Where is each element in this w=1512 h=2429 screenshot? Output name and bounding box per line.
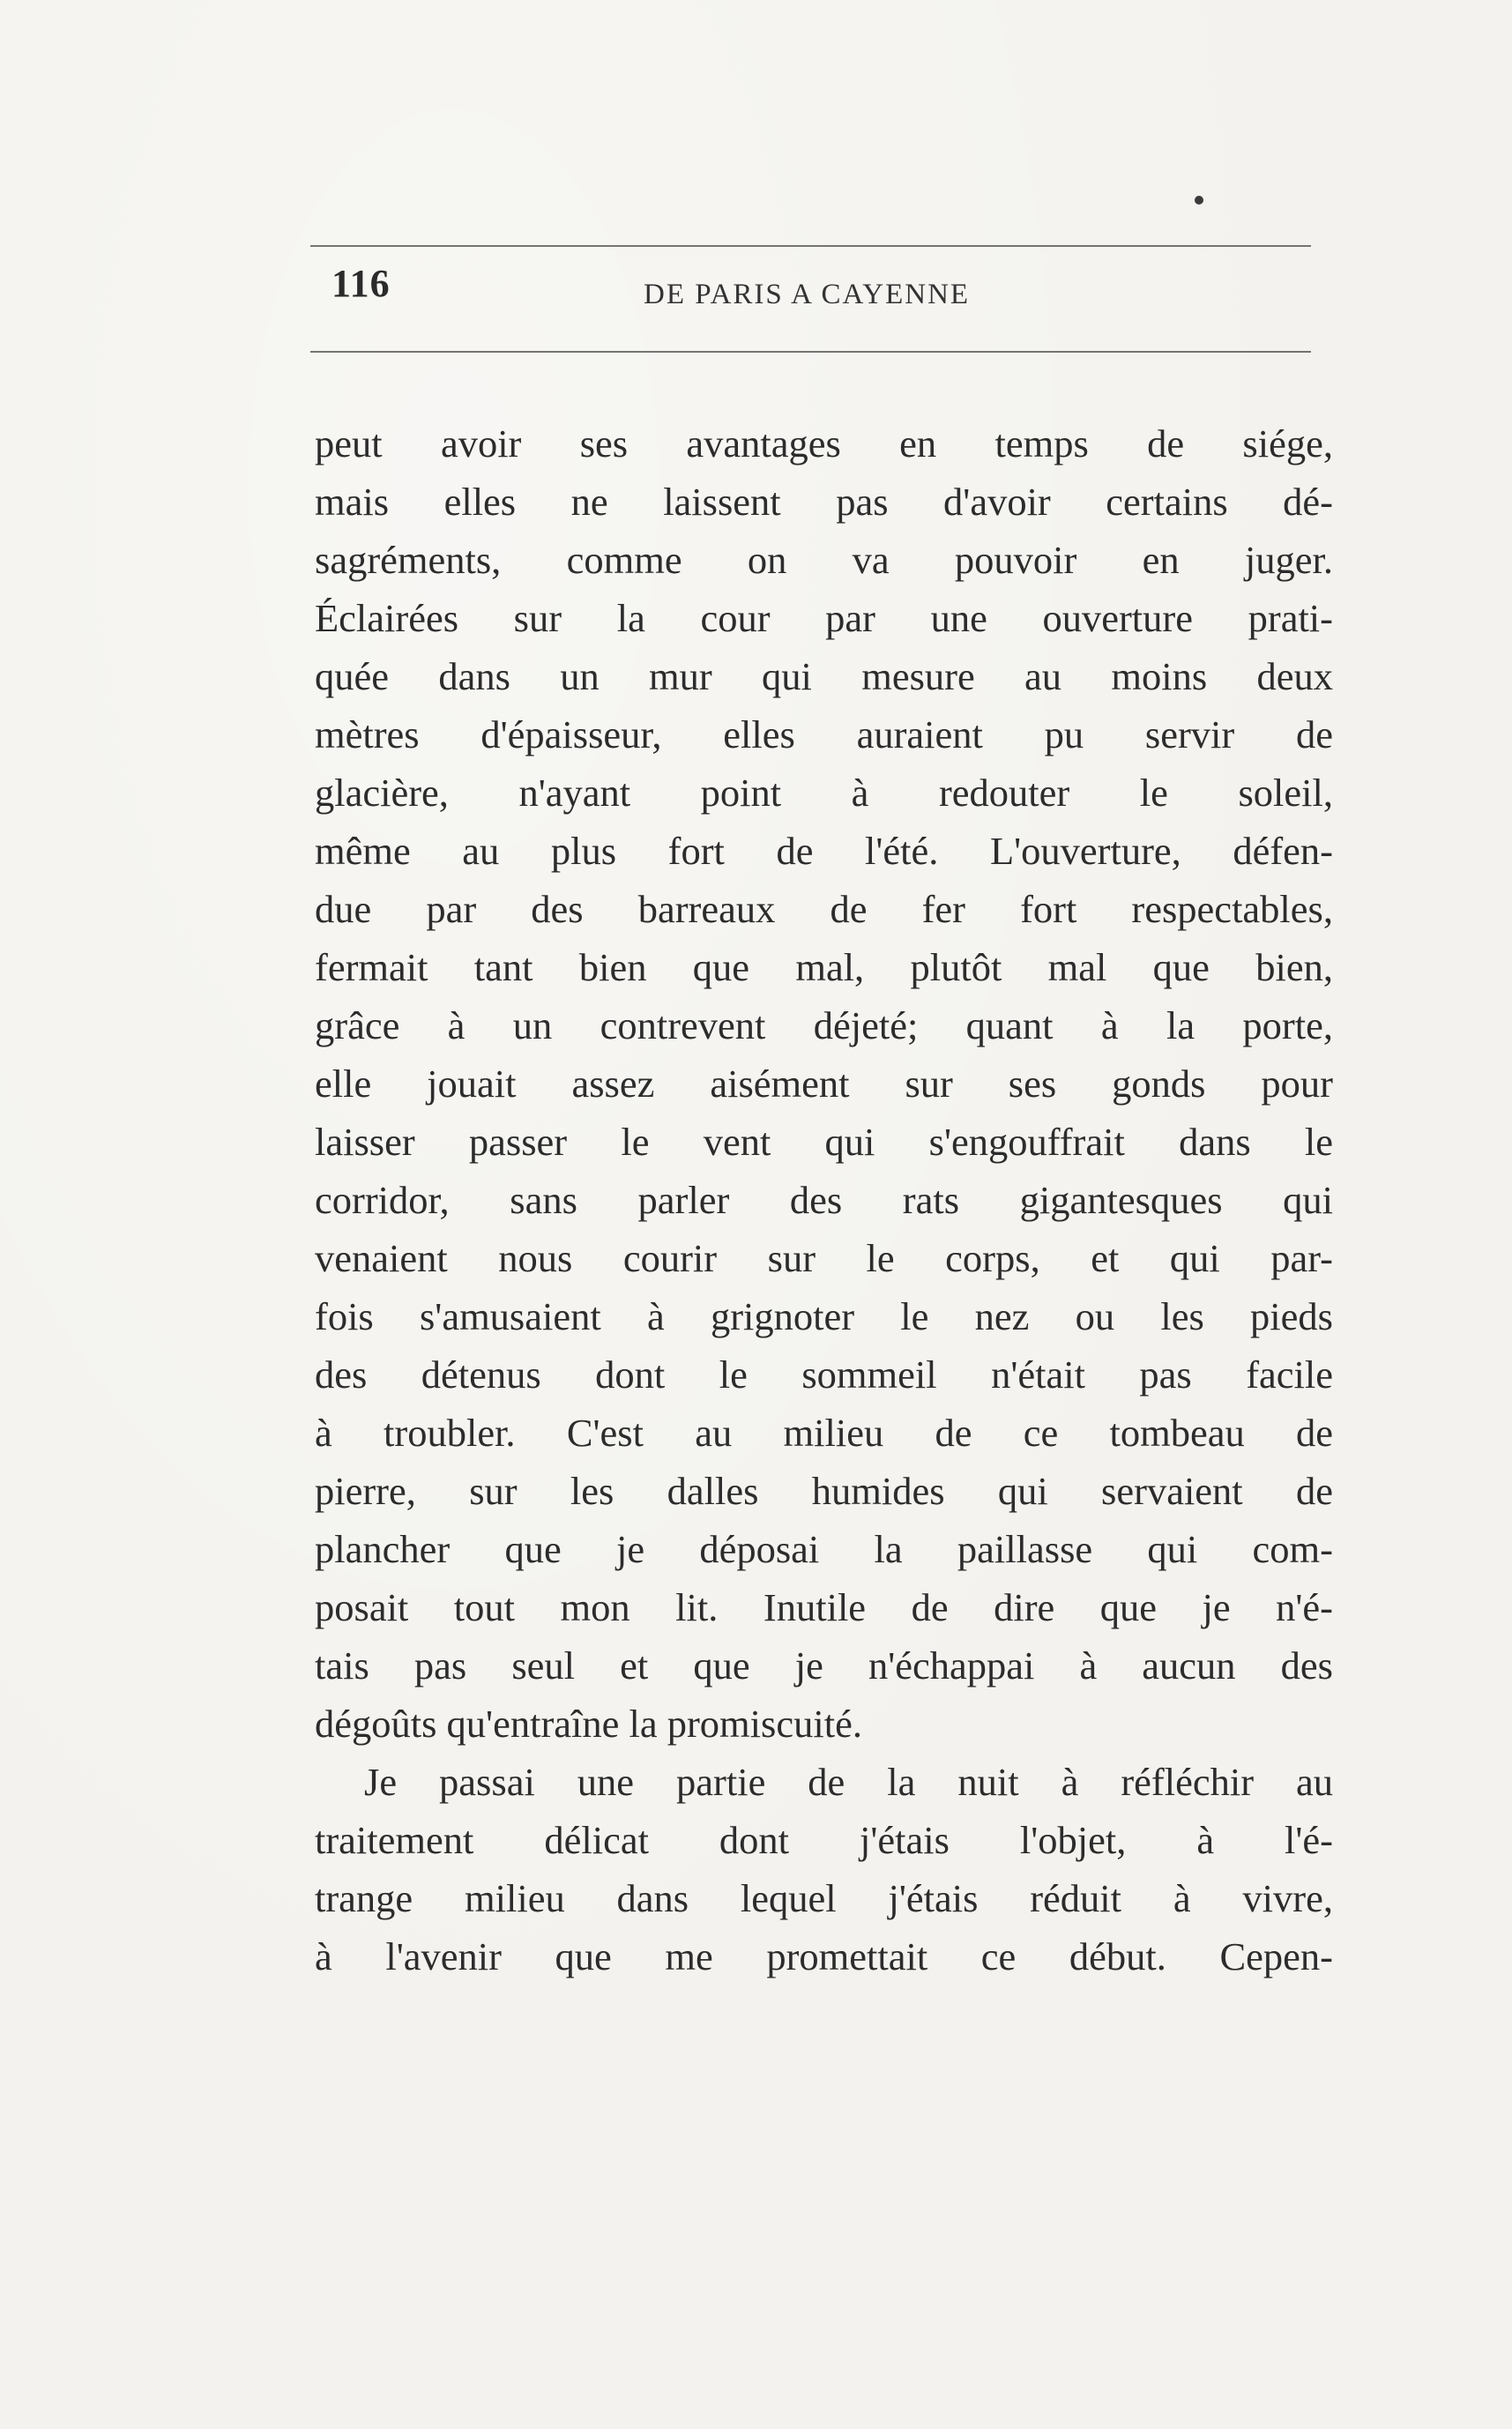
header-rule-bottom [310,351,1311,353]
text-line: des détenus dont le sommeil n'était pas facile [315,1352,1333,1397]
text-line: sagréments, comme on va pouvoir en juger. [315,538,1333,582]
text-line: fermait tant bien que mal, plutôt mal que bien, [315,945,1333,989]
text-line: grâce à un contrevent déjeté; quant à la porte, [315,1003,1333,1047]
text-line: trange milieu dans lequel j'étais réduit à vivre, [315,1876,1333,1920]
text-line: mais elles ne laissent pas d'avoir certains dé- [315,480,1333,524]
text-line: mètres d'épaisseur, elles auraient pu servir de [315,712,1333,756]
text-line: dégoûts qu'entraîne la promiscuité. [315,1702,862,1746]
text-line: Éclairées sur la cour par une ouverture prati- [315,596,1333,640]
text-line: traitement délicat dont j'étais l'objet, à l'é- [315,1818,1333,1862]
text-line: même au plus fort de l'été. L'ouverture, défen- [315,829,1333,873]
text-line: venaient nous courir sur le corps, et qui par- [315,1236,1333,1280]
text-line: peut avoir ses avantages en temps de siége, [315,421,1333,466]
text-line: à l'avenir que me promettait ce début. Cepen- [315,1934,1333,1978]
text-line: glacière, n'ayant point à redouter le soleil, [315,771,1333,815]
text-line: pierre, sur les dalles humides qui servaient de [315,1469,1333,1513]
text-line: due par des barreaux de fer fort respectables, [315,887,1333,931]
paragraph [315,414,1333,1753]
text-line: corridor, sans parler des rats gigantesques qui [315,1178,1333,1222]
text-line: tais pas seul et que je n'échappai à aucun des [315,1643,1333,1688]
text-line: elle jouait assez aisément sur ses gonds pour [315,1062,1333,1106]
body-text [315,414,1333,1986]
text-line: quée dans un mur qui mesure au moins deux [315,654,1333,698]
ink-speck [1195,196,1203,205]
page-number: 116 [331,262,391,305]
text-line: fois s'amusaient à grignoter le nez ou les pieds [315,1294,1333,1338]
text-line: plancher que je déposai la paillasse qui com- [315,1527,1333,1571]
text-line: Je passai une partie de la nuit à réfléchir au [364,1760,1333,1804]
text-line: à troubler. C'est au milieu de ce tombeau de [315,1411,1333,1455]
running-title: DE PARIS A CAYENNE [644,279,971,310]
text-line: posait tout mon lit. Inutile de dire que je n'é- [315,1585,1333,1629]
header-rule-top [310,245,1311,247]
paragraph [315,1753,1333,1986]
text-line: laisser passer le vent qui s'engouffrait dans le [315,1120,1333,1164]
